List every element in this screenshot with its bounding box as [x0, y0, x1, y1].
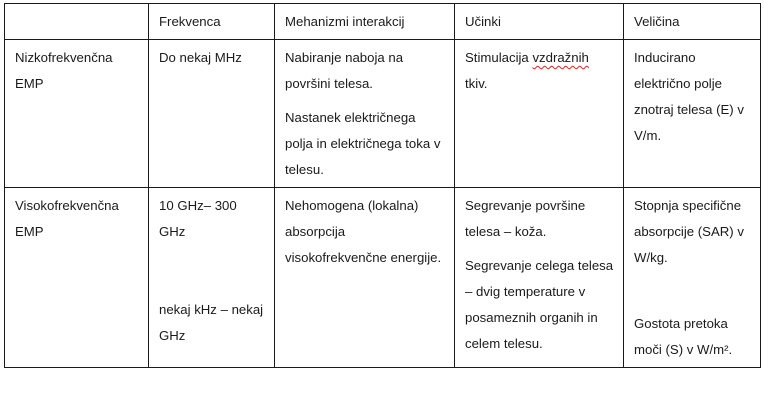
cell-effects: [455, 188, 624, 368]
cell-text: Stopnja specifične absorpcije (SAR) v W/kg.: [634, 198, 744, 265]
cell-effects: [455, 40, 624, 188]
header-cell-empty: [5, 4, 149, 40]
header-cell-quantity: Veličina: [624, 4, 761, 40]
cell-text: Gostota pretoka moči (S) v W/m².: [634, 316, 733, 357]
spellcheck-flagged-word[interactable]: vzdražnih: [532, 50, 589, 65]
cell-quantity: [624, 188, 761, 368]
cell-frequency: [149, 40, 275, 188]
cell-text: Inducirano električno polje znotraj telesa (E) v V/m.: [634, 50, 744, 143]
emp-comparison-table: [4, 3, 761, 368]
cell-text: nekaj kHz – nekaj GHz: [159, 302, 264, 343]
effects-suffix: tkiv.: [465, 76, 488, 91]
cell-text: Visokofrekvenčna EMP: [15, 198, 119, 239]
cell-text: Nizkofrekvenčna EMP: [15, 50, 113, 91]
cell-text: [465, 45, 615, 97]
cell-mechanisms: [275, 188, 455, 368]
cell-text: Nastanek električnega polja in električnega toka v telesu.: [285, 110, 441, 177]
cell-quantity: [624, 40, 761, 188]
cell-text: 10 GHz– 300 GHz: [159, 198, 237, 239]
cell-text: Segrevanje površine telesa – koža.: [465, 198, 586, 239]
row-label-low-frequency: [5, 40, 149, 188]
cell-text: Do nekaj MHz: [159, 50, 242, 65]
table-header-row: [5, 4, 761, 40]
table-row: [5, 188, 761, 368]
row-label-high-frequency: [5, 188, 149, 368]
header-cell-effects: Učinki: [455, 4, 624, 40]
cell-frequency: [149, 188, 275, 368]
effects-prefix: Stimulacija: [465, 50, 533, 65]
cell-text: Nehomogena (lokalna) absorpcija visokofrekvenčne energije.: [285, 198, 442, 265]
header-cell-frequency: Frekvenca: [149, 4, 275, 40]
cell-text: Nabiranje naboja na površini telesa.: [285, 50, 404, 91]
cell-mechanisms: [275, 40, 455, 188]
cell-text: Segrevanje celega telesa – dvig temperature v posameznih organih in celem telesu.: [465, 258, 614, 351]
table-row: [5, 40, 761, 188]
header-cell-mechanisms: Mehanizmi interakcij: [275, 4, 455, 40]
